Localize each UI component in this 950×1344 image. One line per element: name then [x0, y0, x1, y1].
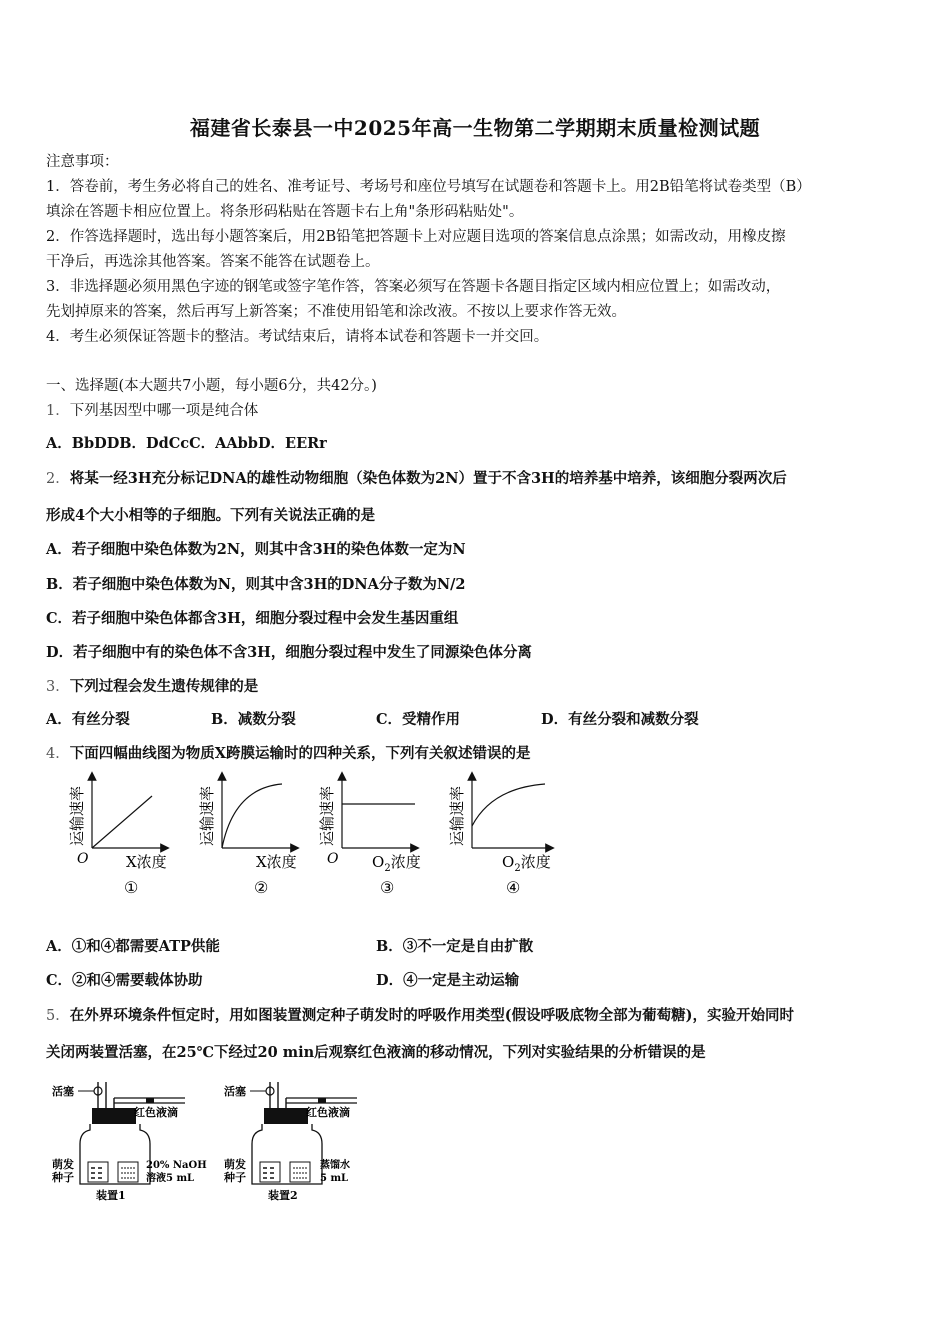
question-4: [46, 744, 906, 764]
graph-label: ②: [254, 878, 269, 897]
q2-option-a: A．若子细胞中染色体数为2N，则其中含3H的染色体数一定为N: [46, 541, 466, 558]
graph-ylabel: 运输速率: [68, 785, 86, 846]
question-text: 下列基因型中哪一项是纯合体: [69, 403, 259, 419]
graph-xlabel: $O_2$浓度: [372, 853, 421, 874]
page-title: 福建省长泰县一中2025年高一生物第二学期期末质量检测试题: [189, 116, 761, 140]
section-heading: 一、选择题(本大题共7小题，每小题6分，共42分。): [46, 378, 377, 394]
question-text: 下面四幅曲线图为物质X跨膜运输时的四种关系，下列有关叙述错误的是: [69, 745, 531, 762]
graph-label: ④: [506, 878, 521, 897]
seed-cup-icon: [260, 1162, 280, 1182]
red-drop-icon: [318, 1098, 326, 1103]
question-3: [46, 677, 906, 697]
question-text: 将某一经3H充分标记DNA的雄性动物细胞（染色体数为2N）置于不含3H的培养基中培养，该细胞分裂两次后: [69, 470, 787, 487]
q4-option-a: A．①和④都需要ATP供能: [46, 938, 220, 955]
question-number: 3．: [46, 679, 70, 695]
graph-xlabel: X浓度: [126, 853, 167, 871]
seed-label: 萌发: [224, 1158, 246, 1171]
graph-2: [198, 776, 297, 897]
graph-label: ①: [124, 878, 139, 897]
question-text: 在外界环境条件恒定时，用如图装置测定种子萌发时的呼吸作用类型(假设呼吸底物全部为葡萄糖)，实验开始同时: [69, 1007, 794, 1024]
q2-option-c: C．若子细胞中染色体都含3H，细胞分裂过程中会发生基因重组: [46, 610, 459, 627]
flask-icon: [252, 1124, 322, 1184]
drop-label: 红色液滴: [134, 1106, 178, 1119]
solution-cup-icon: [118, 1162, 138, 1182]
question-number: 4．: [46, 746, 70, 762]
q1-options: A．BbDDB．DdCcC．AAbbD．EERr: [46, 435, 327, 452]
notice-heading: 注意事项：: [46, 154, 119, 170]
graph-ylabel: 运输速率: [198, 785, 216, 846]
question-2: [46, 469, 906, 489]
apparatus-label: 装置2: [268, 1189, 298, 1202]
curve-saturating: [222, 784, 282, 848]
graph-origin: O: [327, 851, 339, 867]
stopper-icon: [264, 1108, 308, 1124]
notice-line: 干净后，再选涂其他答案。答案不能答在试题卷上。: [46, 254, 380, 270]
valve-label: 活塞: [224, 1085, 246, 1098]
graph-1: [68, 776, 167, 897]
question-1: [46, 401, 906, 421]
graph-ylabel: 运输速率: [448, 785, 466, 846]
drop-label: 红色液滴: [306, 1106, 350, 1119]
q2-option-b: B．若子细胞中染色体数为N，则其中含3H的DNA分子数为N/2: [46, 576, 466, 593]
q3-option-b: B．减数分裂: [211, 711, 296, 728]
flask-icon: [80, 1124, 150, 1184]
question-5: [46, 1006, 906, 1026]
q4-option-b: B．③不一定是自由扩散: [376, 938, 534, 955]
graph-4: [448, 776, 551, 897]
seed-label: 萌发: [52, 1158, 74, 1171]
q2-option-d: D．若子细胞中有的染色体不含3H，细胞分裂过程中发生了同源染色体分离: [46, 644, 532, 661]
notice-line: 先划掉原来的答案，然后再写上新答案；不准使用铅笔和涂改液。不按以上要求作答无效。: [46, 304, 626, 320]
respiration-apparatus: [50, 1076, 370, 1206]
seed-cup-icon: [88, 1162, 108, 1182]
graph-label: ③: [380, 878, 395, 897]
graph-ylabel: 运输速率: [318, 785, 336, 846]
apparatus-1: [51, 1082, 207, 1202]
question-number: 2．: [46, 471, 70, 487]
water-label: 蒸馏水: [320, 1160, 350, 1171]
curve-offset-saturating: [472, 784, 545, 826]
question-number: 5．: [46, 1008, 70, 1024]
valve-label: 活塞: [52, 1085, 74, 1098]
q3-option-a: A．有丝分裂: [46, 711, 130, 728]
question-text: 下列过程会发生遗传规律的是: [69, 678, 259, 695]
solution-label: 溶液5 mL: [146, 1173, 195, 1184]
graph-origin: O: [77, 851, 89, 867]
question-number: 1．: [46, 403, 70, 419]
water-cup-icon: [290, 1162, 310, 1182]
red-drop-icon: [146, 1098, 154, 1103]
question-5-cont: 关闭两装置活塞，在25℃下经过20 min后观察红色液滴的移动情况，下列对实验结果的分析错误的是: [46, 1044, 706, 1061]
apparatus-label: 装置1: [96, 1189, 126, 1202]
question-2-cont: 形成4个大小相等的子细胞。下列有关说法正确的是: [46, 507, 376, 524]
transport-graphs: [60, 770, 580, 905]
curve-linear: [92, 796, 152, 848]
notice-line: 1．答卷前，考生务必将自己的姓名、准考证号、考场号和座位号填写在试题卷和答题卡上。用2B铅笔将试卷类型（B）: [46, 179, 811, 195]
solution-label: 20% NaOH: [146, 1160, 207, 1171]
seed-label: 种子: [52, 1171, 74, 1184]
notice-line: 2．作答选择题时，选出每小题答案后，用2B铅笔把答题卡上对应题目选项的答案信息点涂黑；如需改动，用橡皮擦: [46, 229, 786, 245]
notice-line: 4．考生必须保证答题卡的整洁。考试结束后，请将本试卷和答题卡一并交回。: [46, 329, 549, 345]
graph-xlabel: $O_2$浓度: [502, 853, 551, 874]
water-label: 5 mL: [320, 1173, 349, 1184]
notice-line: 3．非选择题必须用黑色字迹的钢笔或签字笔作答，答案必须写在答题卡各题目指定区域内相应位置上；如需改动，: [46, 279, 781, 295]
q4-option-c: C．②和④需要载体协助: [46, 972, 203, 989]
notice-line: 填涂在答题卡相应位置上。将条形码粘贴在答题卡右上角"条形码粘贴处"。: [46, 204, 524, 220]
q3-option-d: D．有丝分裂和减数分裂: [541, 711, 699, 728]
apparatus-2: [223, 1082, 357, 1202]
graph-3: [318, 776, 421, 897]
q3-option-c: C．受精作用: [376, 711, 461, 728]
stopper-icon: [92, 1108, 136, 1124]
graph-xlabel: X浓度: [256, 853, 297, 871]
q4-option-d: D．④一定是主动运输: [376, 972, 520, 989]
seed-label: 种子: [224, 1171, 246, 1184]
